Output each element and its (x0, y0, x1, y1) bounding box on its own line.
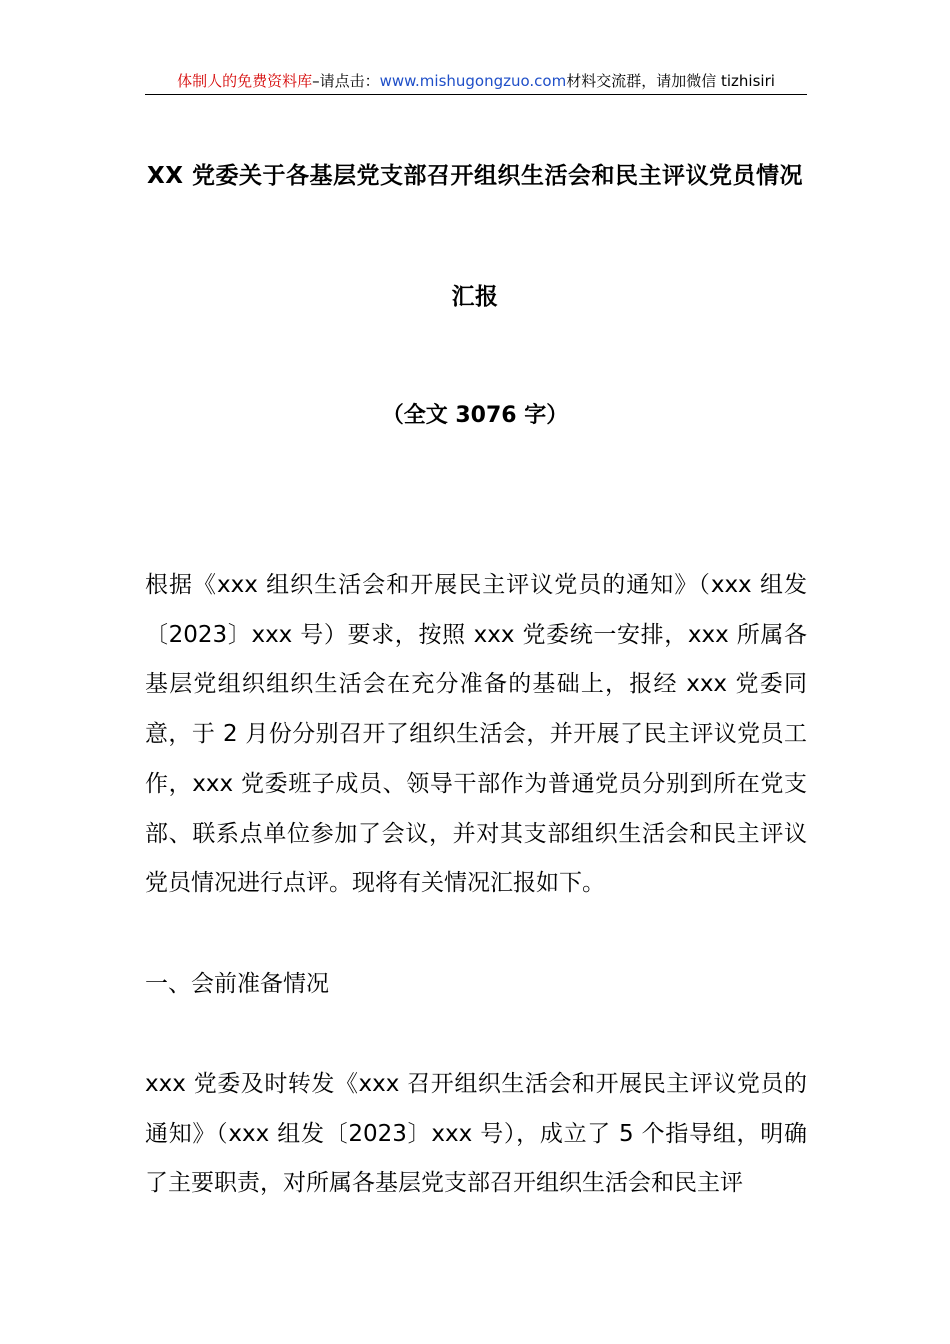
header-note: 材料交流群，请加微信 tizhisiri (566, 72, 775, 90)
document-title-line1: XX 党委关于各基层党支部召开组织生活会和民主评议党员情况 (147, 163, 803, 189)
section-heading-preparation: 一、会前准备情况 (145, 971, 329, 997)
header-prompt: –请点击： (312, 72, 380, 90)
paragraph-intro: 根据《xxx 组织生活会和开展民主评议党员的通知》（xxx 组发〔2023〕xxx 号）要求，按照 xxx 党委统一安排，xxx 所属各基层党组织组织生活会在充分准备的基础上，报经 xxx 党委同意，于 2 月份分别召开了组织生活会，并开展了民主评议党员工作，xxx 党委班子成员、领导干部作为普通党员分别到所在党支部、联系点单位参加了会议，并对其支部组织生活会和民主评议党员情况进行点评。现将有关情况汇报如下。 (145, 572, 807, 897)
word-count: （全文 3076 字） (381, 403, 569, 428)
paragraph-preparation: xxx 党委及时转发《xxx 召开组织生活会和开展民主评议党员的通知》（xxx 组发〔2023〕xxx 号），成立了 5 个指导组，明确了主要职责，对所属各基层党支部召开组织生活会和民主评 (145, 1071, 807, 1197)
header-url-link[interactable]: www.mishugongzuo.com (379, 72, 567, 90)
header-brand: 体制人的免费资料库 (177, 72, 313, 90)
document-title-line2: 汇报 (451, 284, 499, 310)
page-header (145, 68, 807, 95)
